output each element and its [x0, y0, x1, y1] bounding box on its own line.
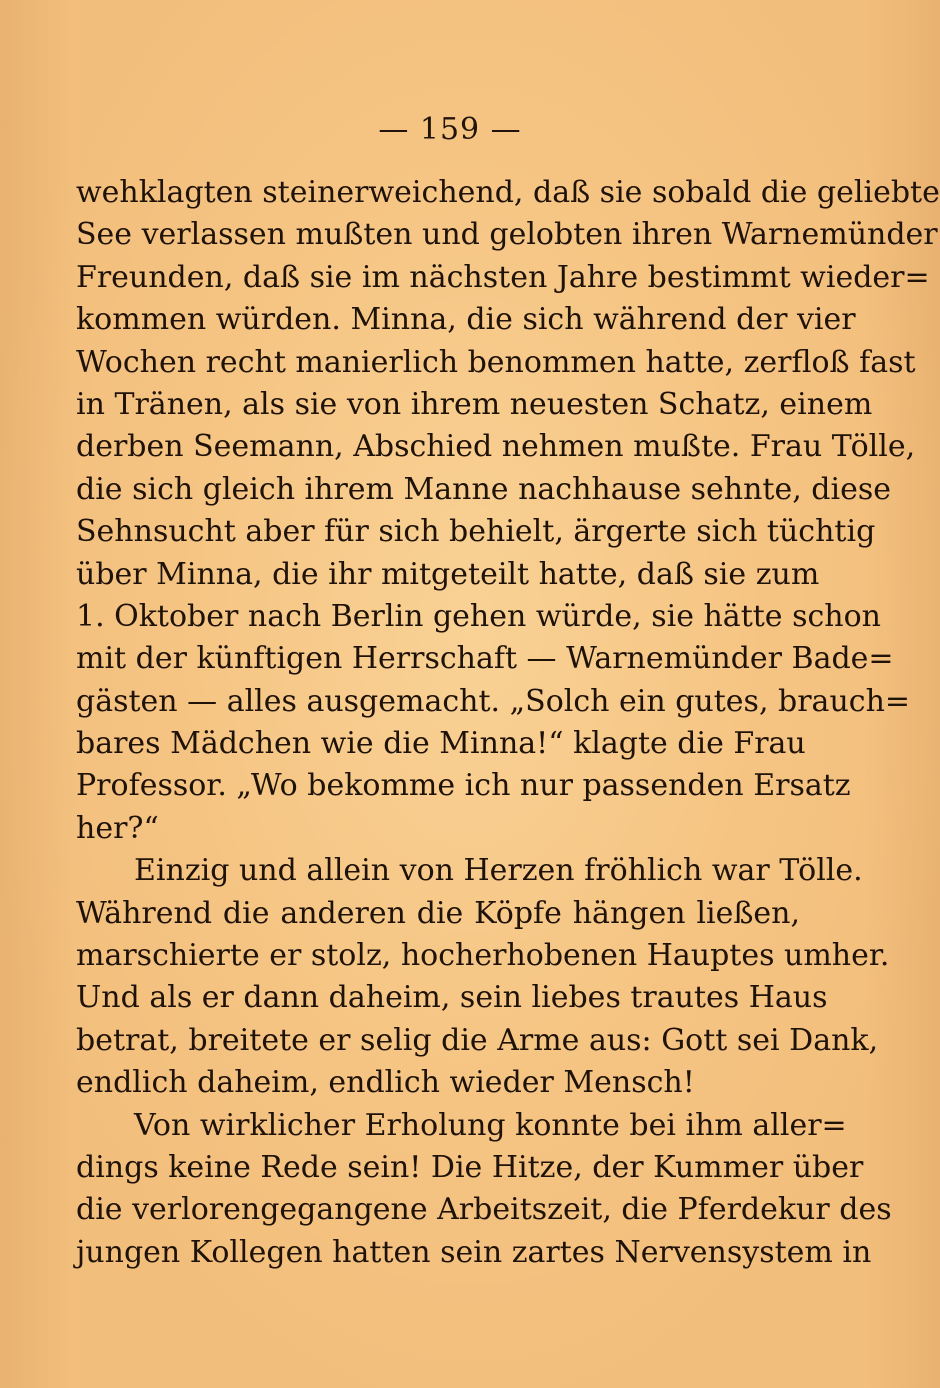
text-line: jungen Kollegen hatten sein zartes Nervensystem in: [76, 1234, 872, 1270]
text-line: 1. Oktober nach Berlin gehen würde, sie hätte schon: [76, 598, 881, 634]
text-line: mit der künftigen Herrschaft — Warnemünder Bade=: [76, 641, 894, 677]
text-line: Sehnsucht aber für sich behielt, ärgerte sich tüchtig: [76, 514, 876, 550]
text-line: Professor. „Wo bekomme ich nur passenden Ersatz: [76, 768, 851, 804]
text-line: endlich daheim, endlich wieder Mensch!: [76, 1065, 695, 1101]
text-line: bares Mädchen wie die Minna!“ klagte die Frau: [76, 726, 806, 762]
text-line: dings keine Rede sein! Die Hitze, der Kummer über: [76, 1149, 864, 1185]
text-line: die sich gleich ihrem Manne nachhause sehnte, diese: [76, 471, 891, 507]
text-line: Wochen recht manierlich benommen hatte, zerfloß fast: [76, 344, 916, 380]
text-line: marschierte er stolz, hocherhobenen Hauptes umher.: [76, 938, 890, 974]
text-line: Von wirklicher Erholung konnte bei ihm aller=: [134, 1107, 847, 1143]
text-line: Während die anderen die Köpfe hängen ließen,: [76, 895, 800, 931]
text-line: wehklagten steinerweichend, daß sie sobald die geliebte: [76, 175, 940, 210]
text-line: über Minna, die ihr mitgeteilt hatte, daß sie zum: [76, 556, 820, 592]
text-line: die verlorengegangene Arbeitszeit, die Pferdekur des: [76, 1192, 892, 1228]
body-text: [76, 172, 940, 1274]
text-line: Einzig und allein von Herzen fröhlich war Tölle.: [134, 853, 863, 889]
text-line: Freunden, daß sie im nächsten Jahre bestimmt wieder=: [76, 259, 930, 295]
text-line: in Tränen, als sie von ihrem neuesten Schatz, einem: [76, 386, 873, 422]
text-line: kommen würden. Minna, die sich während der vier: [76, 302, 856, 338]
page-number: — 159 —: [378, 112, 522, 147]
text-line: derben Seemann, Abschied nehmen mußte. Frau Tölle,: [76, 429, 916, 465]
text-line: betrat, breitete er selig die Arme aus: Gott sei Dank,: [76, 1022, 879, 1058]
text-line: her?“: [76, 810, 159, 846]
text-line: See verlassen mußten und gelobten ihren Warnemünder: [76, 217, 938, 253]
text-line: Und als er dann daheim, sein liebes trautes Haus: [76, 980, 828, 1016]
text-line: gästen — alles ausgemacht. „Solch ein gutes, brauch=: [76, 683, 911, 719]
